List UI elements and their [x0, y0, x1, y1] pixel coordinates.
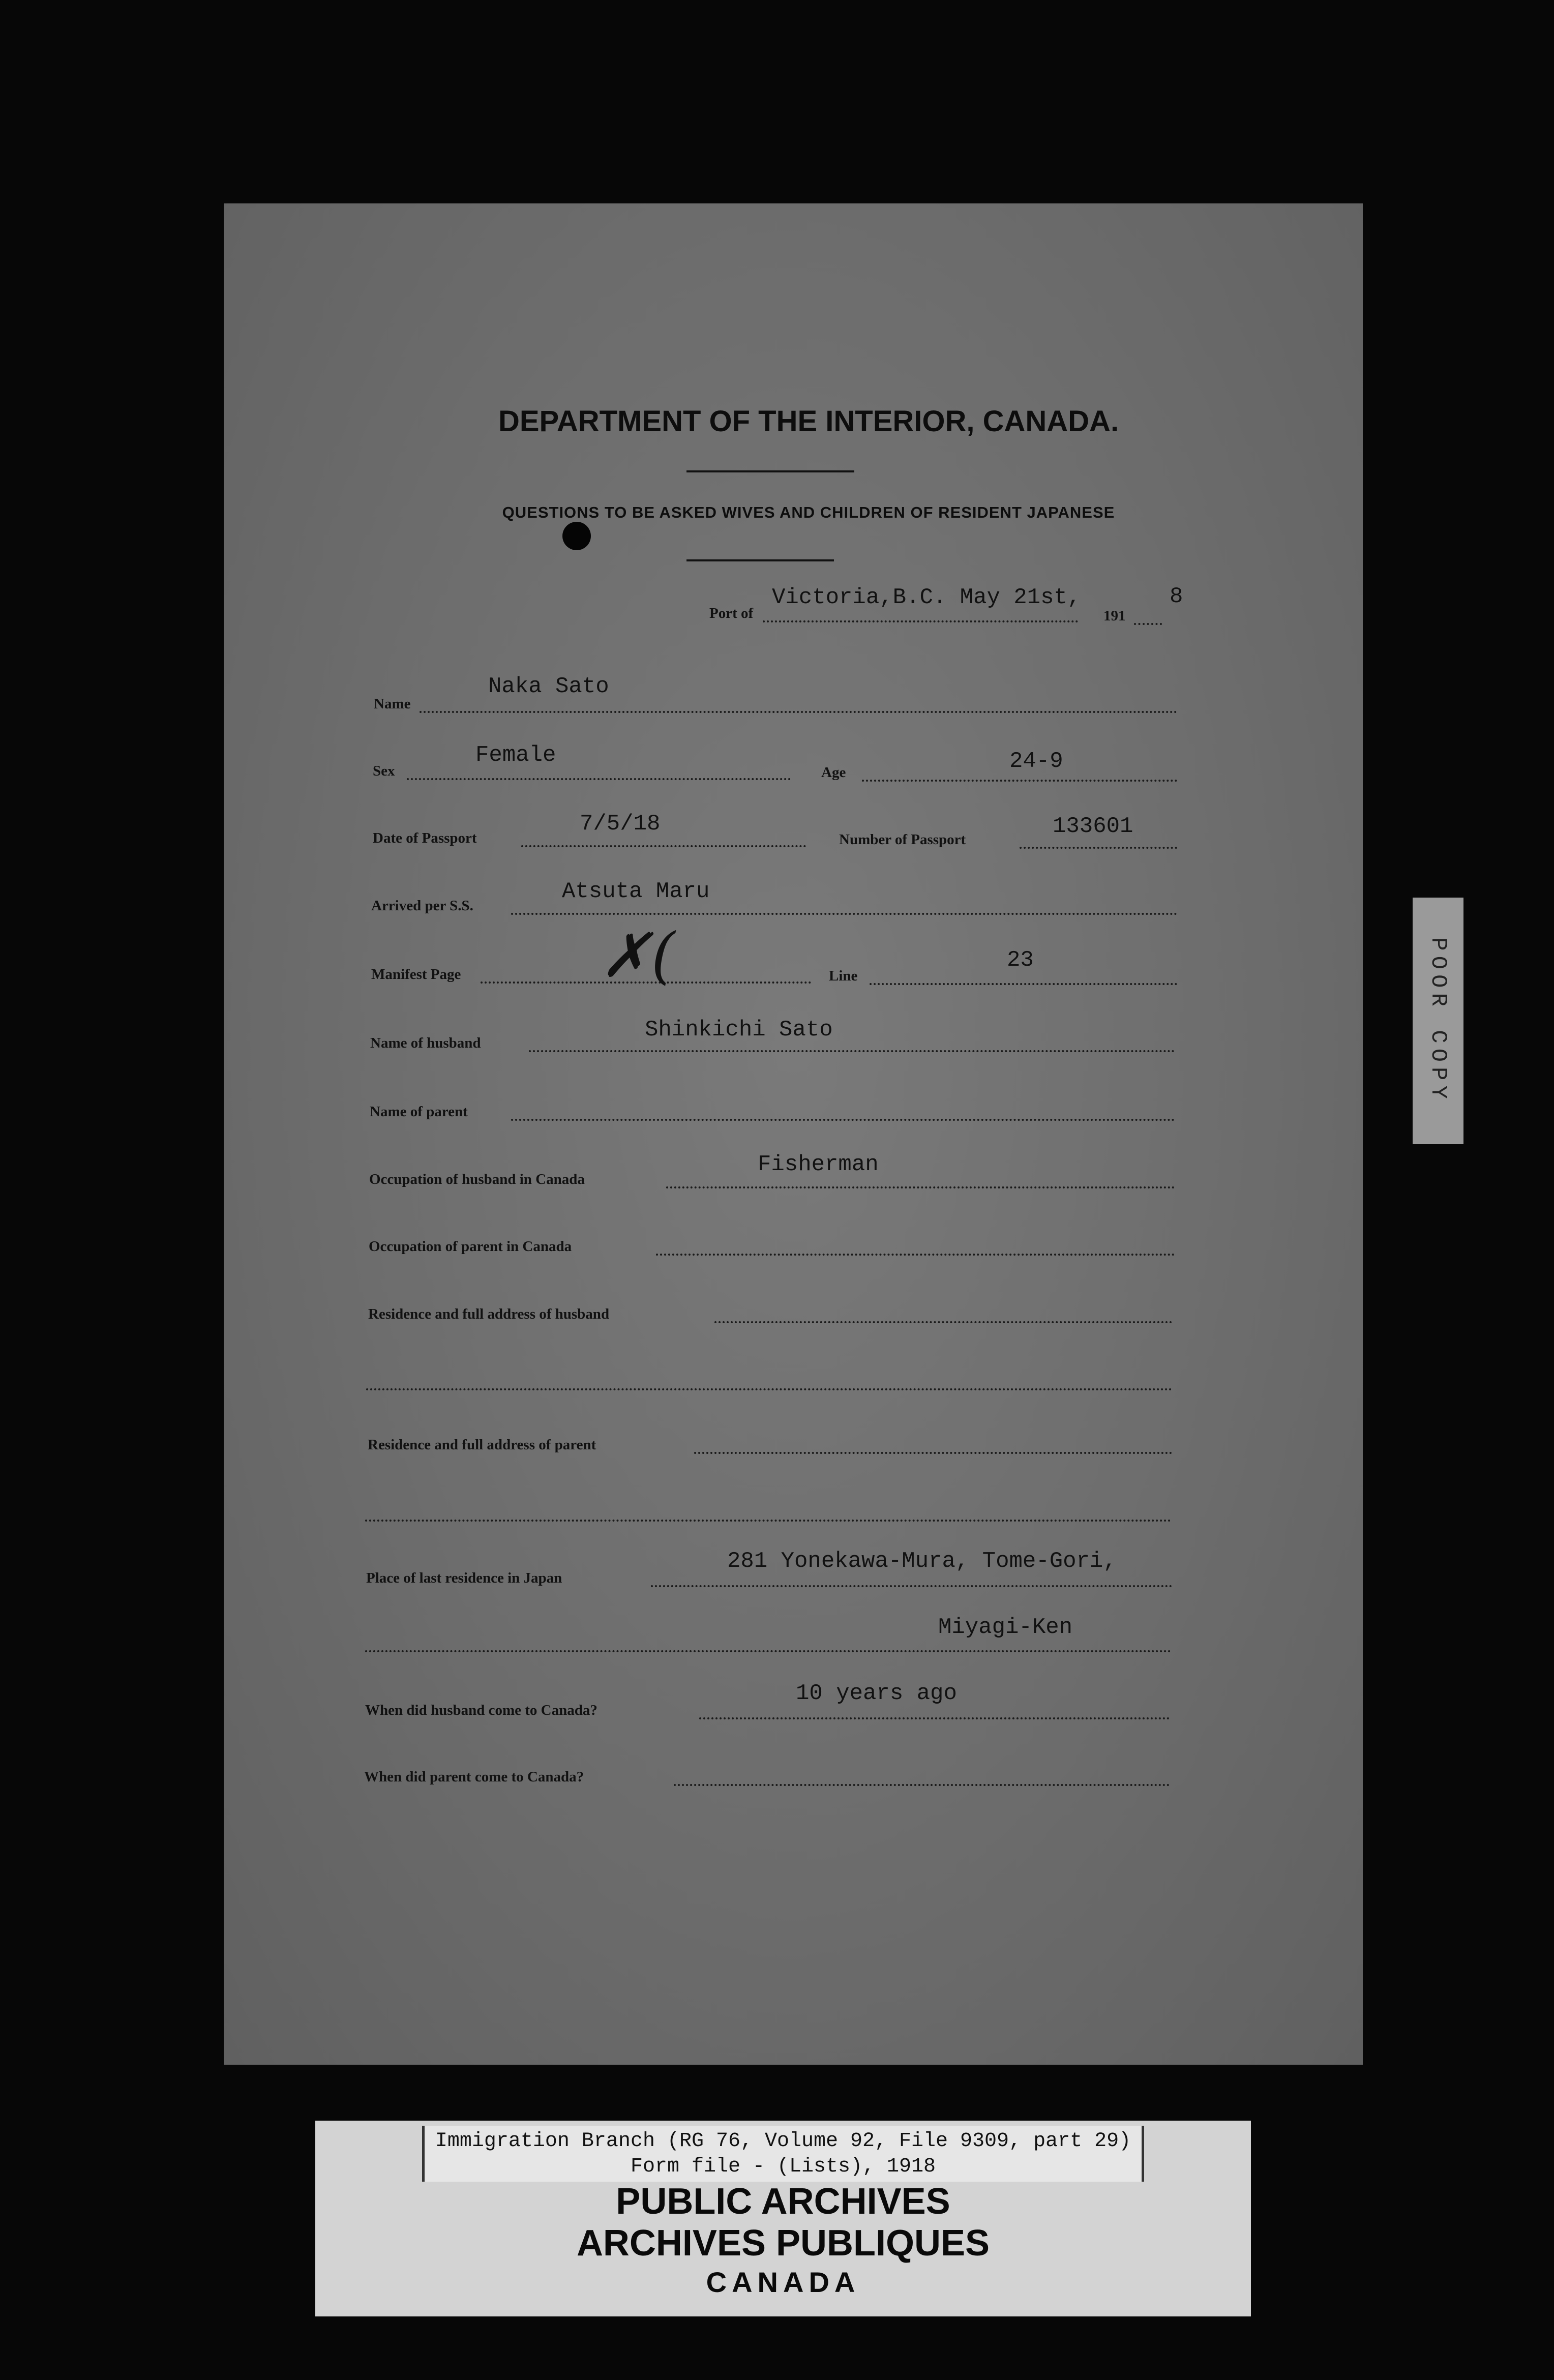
name-of-husband-label: Name of husband: [370, 1035, 481, 1051]
arrived-per-ss-line: [511, 913, 1177, 915]
name-line: [420, 711, 1177, 713]
year-value: 8: [1170, 584, 1183, 609]
name-of-husband-line: [529, 1050, 1175, 1052]
parent-came-label: When did parent come to Canada?: [364, 1769, 584, 1785]
line-label: Line: [829, 968, 858, 984]
arrived-per-ss-label: Arrived per S.S.: [371, 898, 473, 914]
name-value: Naka Sato: [488, 674, 609, 699]
last-residence-line: [651, 1585, 1172, 1587]
occupation-husband-line: [666, 1186, 1175, 1188]
residence-parent-line: [694, 1452, 1172, 1454]
age-label: Age: [821, 764, 846, 781]
port-label: Port of: [709, 605, 754, 621]
subtitle-divider: [686, 559, 834, 561]
age-value: 24-9: [1009, 749, 1063, 774]
year-label: 191: [1103, 608, 1126, 624]
husband-came-label: When did husband come to Canada?: [365, 1702, 597, 1718]
public-archives-text: PUBLIC ARCHIVES: [616, 2181, 950, 2222]
form-subtitle: QUESTIONS TO BE ASKED WIVES AND CHILDREN OF RESIDENT JAPANESE: [502, 503, 1115, 521]
name-of-parent-line: [511, 1119, 1175, 1121]
sex-line: [407, 778, 791, 780]
poor-copy-tab: [1413, 898, 1463, 1144]
last-residence-line-2: [365, 1650, 1171, 1652]
occupation-husband-label: Occupation of husband in Canada: [369, 1171, 585, 1187]
arrived-per-ss-value: Atsuta Maru: [562, 879, 710, 904]
name-of-parent-label: Name of parent: [370, 1104, 468, 1120]
archive-reference-strip: [422, 2126, 1144, 2182]
occupation-parent-label: Occupation of parent in Canada: [369, 1238, 572, 1255]
title-divider: [686, 470, 854, 472]
immigration-form-sheet: [224, 203, 1363, 2065]
date-of-passport-value: 7/5/18: [580, 811, 661, 837]
parent-came-line: [674, 1784, 1170, 1786]
name-of-husband-value: Shinkichi Sato: [645, 1017, 833, 1043]
husband-came-line: [699, 1717, 1170, 1719]
residence-husband-label: Residence and full address of husband: [368, 1306, 610, 1322]
date-of-passport-label: Date of Passport: [373, 830, 477, 846]
archive-stamp: [315, 2121, 1251, 2316]
last-residence-value-1: 281 Yonekawa-Mura, Tome-Gori,: [727, 1549, 1117, 1574]
residence-husband-line: [714, 1321, 1172, 1323]
occupation-husband-value: Fisherman: [758, 1152, 879, 1177]
sex-label: Sex: [373, 763, 395, 779]
archive-reference-line-1: Immigration Branch (RG 76, Volume 92, File 9309, part 29): [435, 2130, 1131, 2153]
last-residence-value-2: Miyagi-Ken: [938, 1615, 1073, 1640]
line-value: 23: [1007, 947, 1034, 973]
name-label: Name: [374, 696, 411, 712]
residence-parent-label: Residence and full address of parent: [368, 1437, 596, 1453]
date-of-passport-line: [521, 845, 806, 847]
line-line: [870, 983, 1177, 985]
number-of-passport-line: [1020, 847, 1177, 849]
husband-came-value: 10 years ago: [796, 1681, 957, 1706]
residence-parent-line-2: [365, 1520, 1171, 1522]
number-of-passport-label: Number of Passport: [839, 831, 966, 848]
manifest-page-mark: ✗(: [600, 920, 675, 991]
occupation-parent-line: [656, 1254, 1175, 1256]
year-line: [1134, 623, 1162, 625]
punch-hole: [562, 522, 591, 550]
number-of-passport-value: 133601: [1053, 814, 1133, 839]
canada-text: CANADA: [706, 2266, 860, 2298]
port-line: [763, 620, 1078, 622]
last-residence-label: Place of last residence in Japan: [366, 1570, 562, 1586]
manifest-page-label: Manifest Page: [371, 966, 461, 983]
archives-publiques-text: ARCHIVES PUBLIQUES: [576, 2223, 990, 2264]
port-value: Victoria,B.C. May 21st,: [772, 585, 1081, 610]
archive-reference-line-2: Form file - (Lists), 1918: [630, 2155, 936, 2178]
residence-husband-line-2: [366, 1388, 1172, 1390]
poor-copy-text: POOR COPY: [1425, 937, 1451, 1104]
sex-value: Female: [475, 742, 556, 768]
form-title: DEPARTMENT OF THE INTERIOR, CANADA.: [498, 405, 1119, 438]
age-line: [862, 780, 1177, 782]
